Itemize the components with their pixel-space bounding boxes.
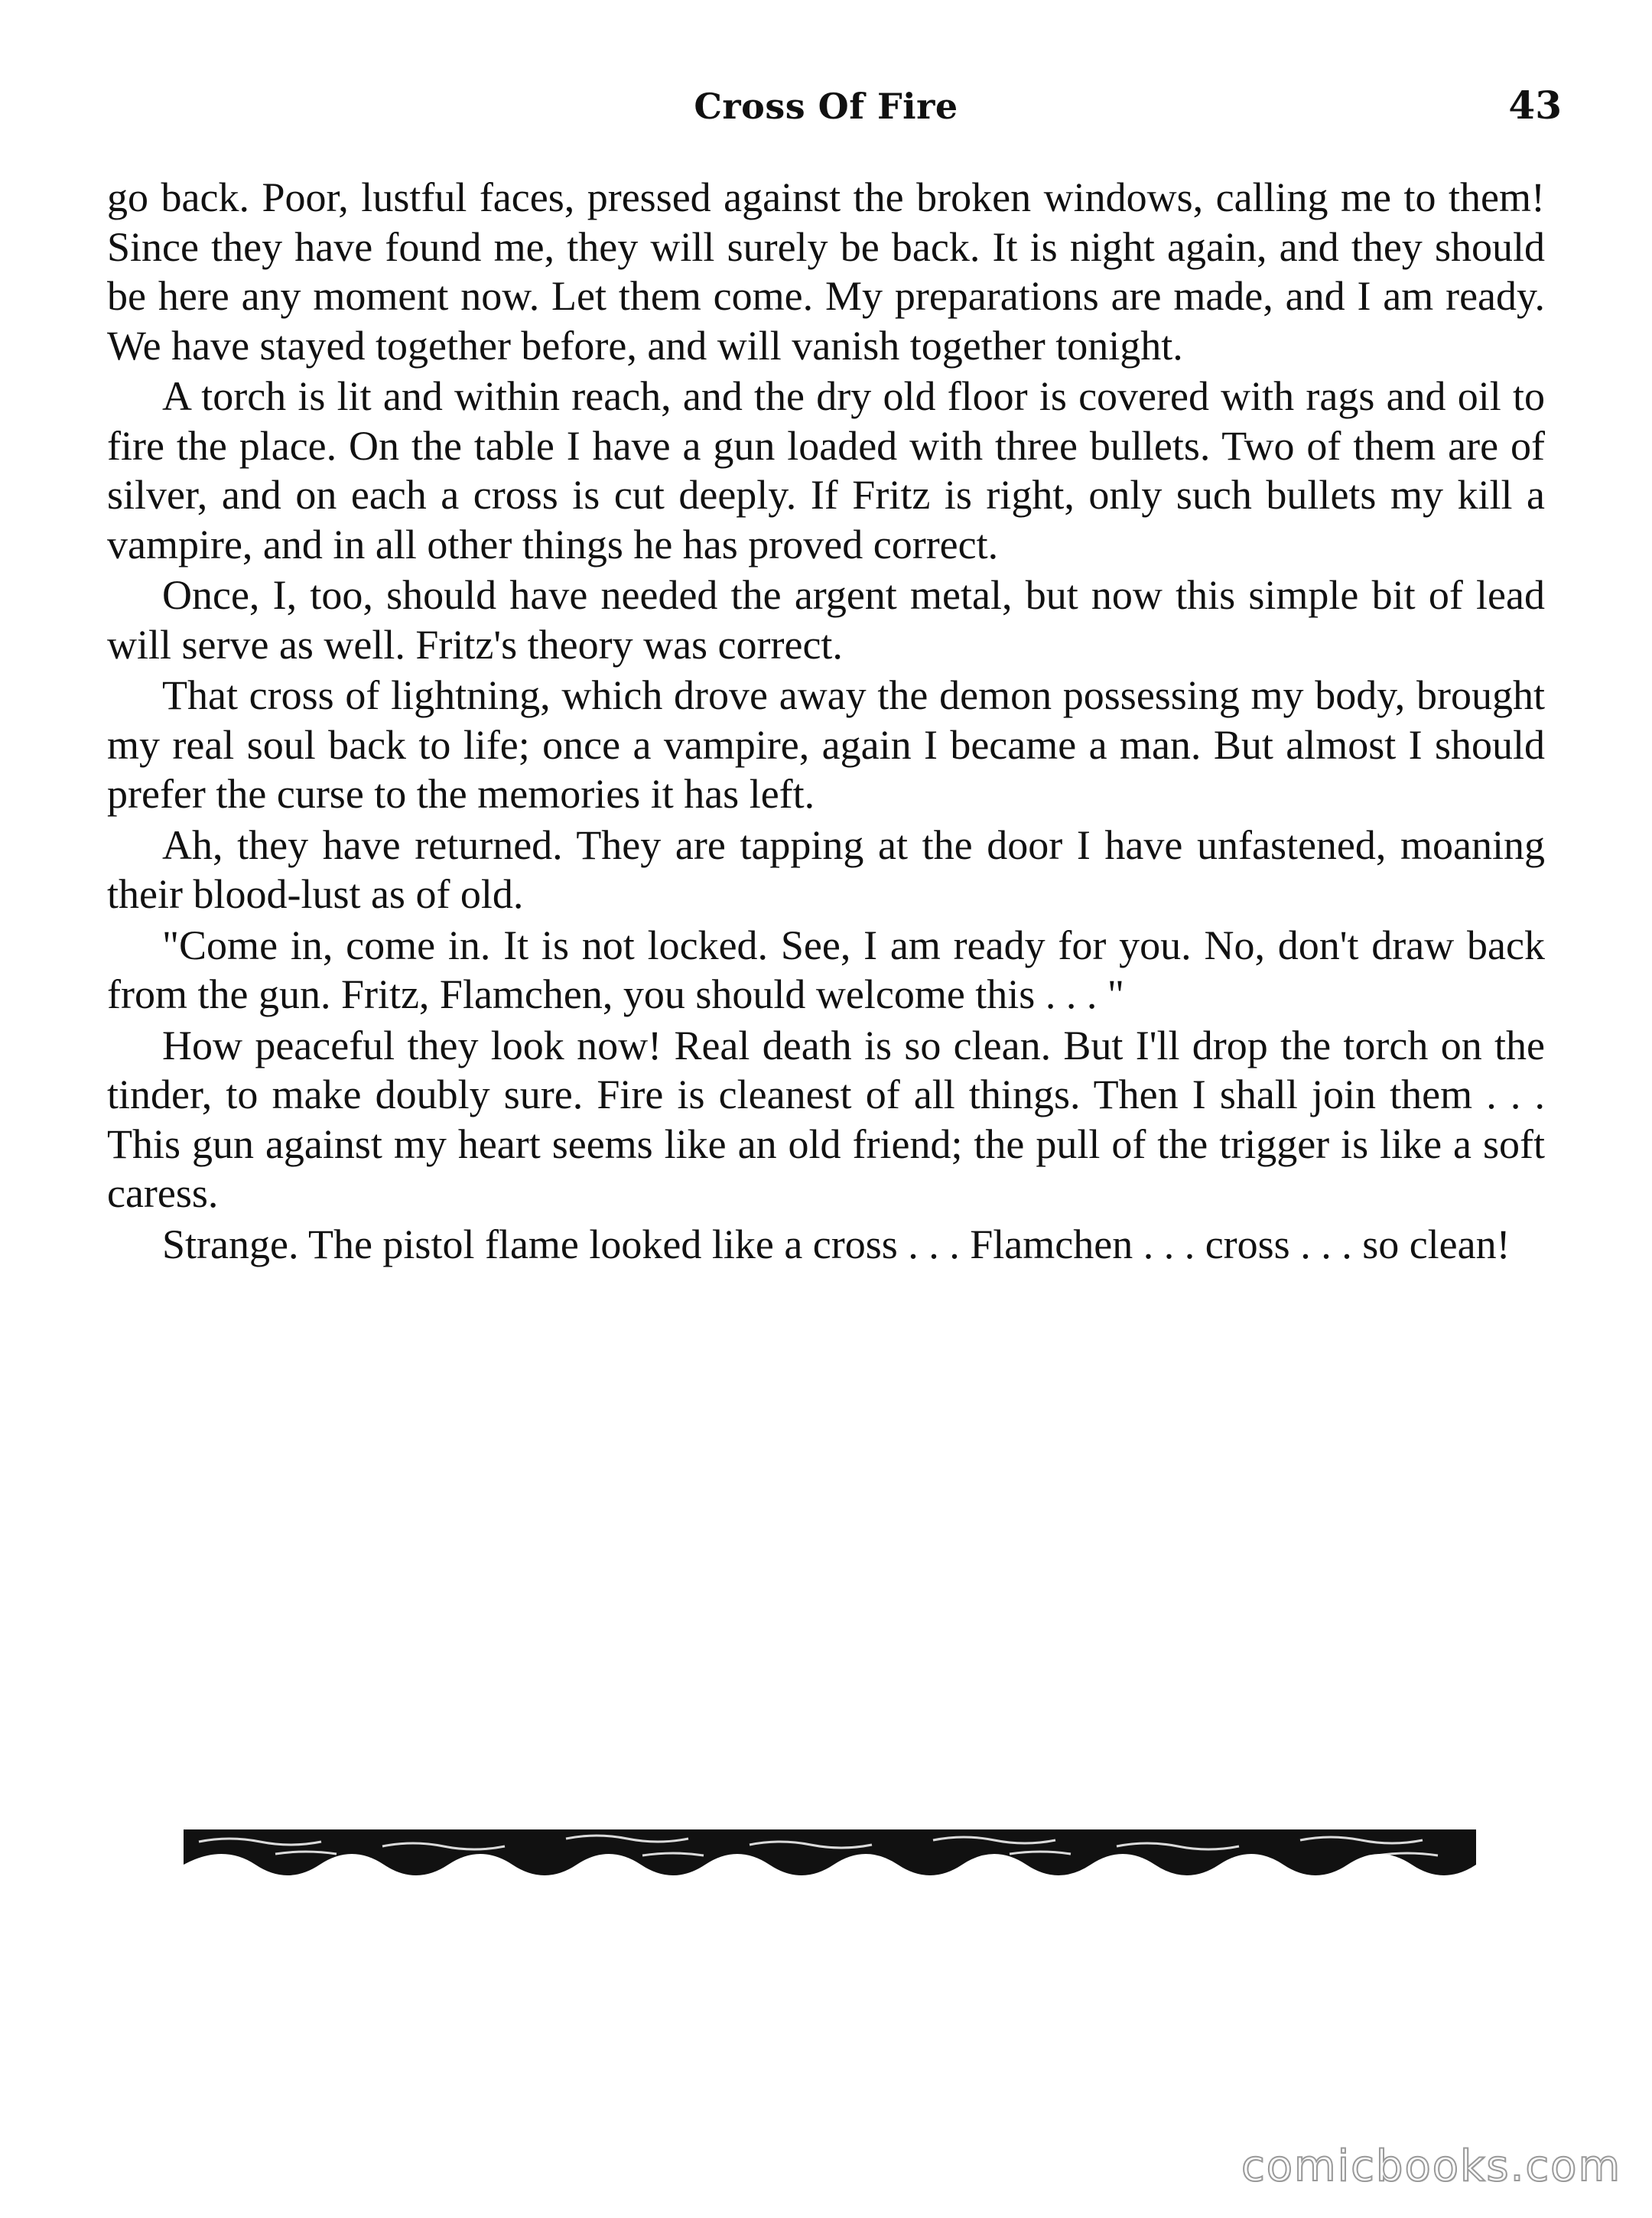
- story-text: [107, 173, 1545, 1270]
- page-number: 43: [1508, 83, 1562, 128]
- paragraph-5: Ah, they have returned. They are tapping at the door I have unfastened, moaning their blood-lust as of old.: [107, 821, 1545, 917]
- paragraph-6: "Come in, come in. It is not locked. See, I am ready for you. No, don't draw back from the gun. Fritz, Flamchen, you should welcome this . . . ": [107, 922, 1545, 1017]
- paragraph-4: That cross of lightning, which drove away the demon possessing my body, brought my real soul back to life; once a vampire, again I became a man. But almost I should prefer the curse to the memories it has left.: [107, 672, 1545, 817]
- paragraph-8: Strange. The pistol flame looked like a cross . . . Flamchen . . . cross . . . so clean!: [162, 1221, 1511, 1267]
- wavy-rule-ornament-icon: [184, 1820, 1476, 1889]
- watermark: comicbooks.com: [1241, 2142, 1621, 2191]
- paragraph-3: Once, I, too, should have needed the argent metal, but now this simple bit of lead will serve as well. Fritz's theory was correct.: [107, 572, 1545, 668]
- wavy-rule-band: [184, 1829, 1476, 1875]
- page-title: Cross Of Fire: [694, 86, 958, 127]
- running-head: [0, 83, 1652, 139]
- paragraph-2: A torch is lit and within reach, and the dry old floor is covered with rags and oil to fire the place. On the table I have a gun loaded with three bullets. Two of them are of silver, and on each a cross is cut deeply. If Fritz is right, only such bullets my kill a vampire, and in all other things he has proved correct.: [107, 373, 1545, 568]
- paragraph-1: go back. Poor, lustful faces, pressed against the broken windows, calling me to them! Since they have found me, they will surely be back. It is night again, and they should be here any moment now. Let them come. My preparations are made, and I am ready. We have stayed together before, and will vanish together tonight.: [107, 174, 1545, 369]
- paragraph-7: How peaceful they look now! Real death is so clean. But I'll drop the torch on the tinder, to make doubly sure. Fire is cleanest of all things. Then I shall join them . . . This gun against my heart seems like an old friend; the pull of the trigger is like a soft caress.: [107, 1022, 1545, 1216]
